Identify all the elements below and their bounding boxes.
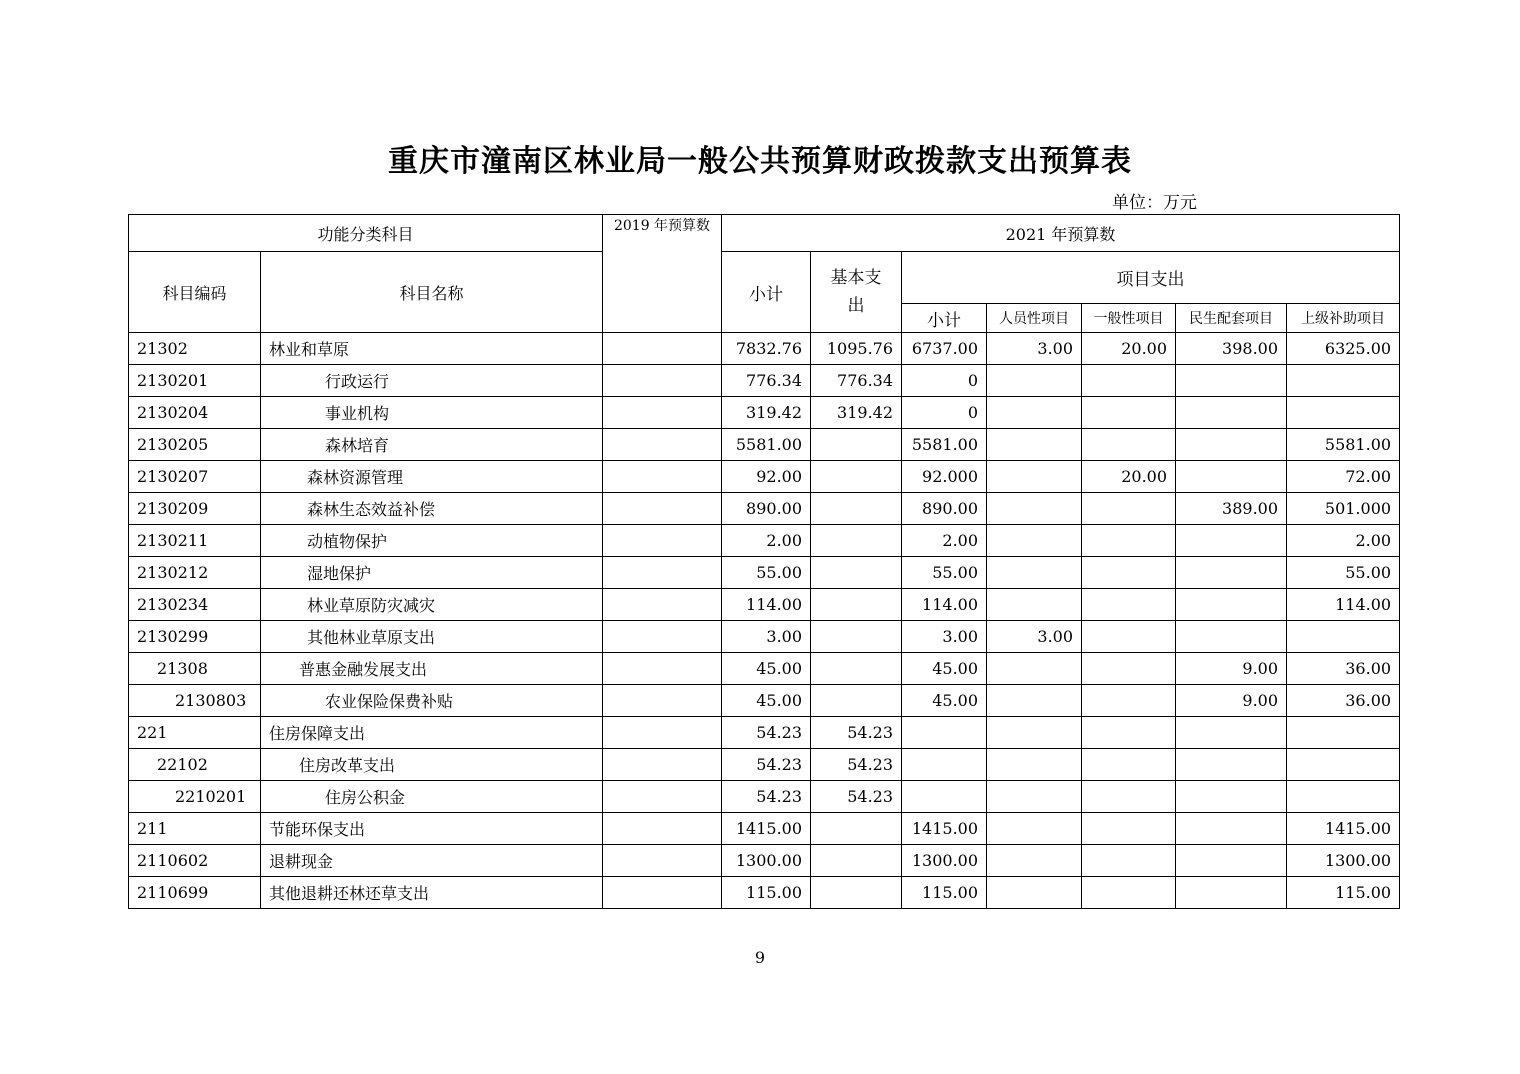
cell-name: 住房改革支出: [261, 749, 603, 781]
cell-proj: 1300.00: [902, 845, 987, 877]
cell-name: 住房公积金: [261, 781, 603, 813]
cell-name: 退耕现金: [261, 845, 603, 877]
cell-2019: [603, 781, 722, 813]
cell-subtotal: 7832.76: [722, 333, 811, 365]
cell-2019: [603, 333, 722, 365]
cell-personnel: [987, 429, 1082, 461]
cell-livelihood: [1176, 429, 1287, 461]
cell-livelihood: [1176, 461, 1287, 493]
cell-basic: [811, 525, 902, 557]
cell-general: [1082, 493, 1176, 525]
cell-superior: [1287, 397, 1400, 429]
cell-subtotal: 115.00: [722, 877, 811, 909]
cell-general: [1082, 589, 1176, 621]
cell-personnel: [987, 685, 1082, 717]
cell-personnel: [987, 557, 1082, 589]
cell-proj: 55.00: [902, 557, 987, 589]
table-row: [129, 845, 1400, 877]
table-row: [129, 621, 1400, 653]
cell-subtotal: 55.00: [722, 557, 811, 589]
header-general: 一般性项目: [1082, 304, 1176, 333]
cell-subtotal: 54.23: [722, 717, 811, 749]
table-row: [129, 685, 1400, 717]
cell-2019: [603, 493, 722, 525]
cell-2019: [603, 429, 722, 461]
cell-subtotal: 890.00: [722, 493, 811, 525]
cell-proj: [902, 717, 987, 749]
cell-personnel: 3.00: [987, 333, 1082, 365]
cell-general: [1082, 749, 1176, 781]
cell-name: 森林生态效益补偿: [261, 493, 603, 525]
cell-code: 21302: [129, 333, 261, 365]
cell-subtotal: 1300.00: [722, 845, 811, 877]
cell-personnel: [987, 397, 1082, 429]
cell-subtotal: 5581.00: [722, 429, 811, 461]
budget-table: [128, 214, 1400, 909]
cell-subtotal: 1415.00: [722, 813, 811, 845]
table-row: [129, 493, 1400, 525]
cell-personnel: [987, 877, 1082, 909]
cell-subtotal: 92.00: [722, 461, 811, 493]
header-budget-2019: 2019 年预算数: [603, 215, 722, 333]
cell-superior: 2.00: [1287, 525, 1400, 557]
cell-livelihood: [1176, 845, 1287, 877]
cell-name: 其他退耕还林还草支出: [261, 877, 603, 909]
cell-superior: 115.00: [1287, 877, 1400, 909]
table-row: [129, 557, 1400, 589]
cell-general: [1082, 429, 1176, 461]
table-row: [129, 365, 1400, 397]
cell-superior: [1287, 749, 1400, 781]
cell-proj: 890.00: [902, 493, 987, 525]
header-func-class: 功能分类科目: [129, 215, 603, 252]
cell-general: [1082, 717, 1176, 749]
cell-proj: [902, 781, 987, 813]
cell-basic: [811, 877, 902, 909]
table-row: [129, 333, 1400, 365]
cell-name: 节能环保支出: [261, 813, 603, 845]
cell-general: [1082, 877, 1176, 909]
table-row: [129, 781, 1400, 813]
cell-2019: [603, 397, 722, 429]
cell-subtotal: 45.00: [722, 653, 811, 685]
cell-code: 2130204: [129, 397, 261, 429]
cell-superior: 1300.00: [1287, 845, 1400, 877]
header-name: 科目名称: [261, 252, 603, 333]
unit-label: 单位：万元: [1112, 193, 1197, 213]
cell-basic: [811, 621, 902, 653]
cell-proj: 92.000: [902, 461, 987, 493]
cell-subtotal: 54.23: [722, 781, 811, 813]
cell-personnel: [987, 493, 1082, 525]
cell-basic: [811, 685, 902, 717]
cell-code: 2130205: [129, 429, 261, 461]
cell-name: 其他林业草原支出: [261, 621, 603, 653]
cell-code: 22102: [129, 749, 261, 781]
cell-code: 2210201: [129, 781, 261, 813]
cell-general: [1082, 685, 1176, 717]
cell-subtotal: 45.00: [722, 685, 811, 717]
header-code: 科目编码: [129, 252, 261, 333]
cell-subtotal: 776.34: [722, 365, 811, 397]
cell-basic: 54.23: [811, 781, 902, 813]
cell-livelihood: 398.00: [1176, 333, 1287, 365]
cell-code: 2130212: [129, 557, 261, 589]
cell-2019: [603, 365, 722, 397]
cell-basic: 54.23: [811, 717, 902, 749]
cell-superior: 114.00: [1287, 589, 1400, 621]
cell-livelihood: [1176, 525, 1287, 557]
cell-general: [1082, 781, 1176, 813]
cell-personnel: [987, 653, 1082, 685]
cell-subtotal: 3.00: [722, 621, 811, 653]
cell-superior: 36.00: [1287, 653, 1400, 685]
cell-general: 20.00: [1082, 333, 1176, 365]
cell-general: [1082, 397, 1176, 429]
cell-proj: 0: [902, 397, 987, 429]
cell-livelihood: [1176, 877, 1287, 909]
cell-2019: [603, 653, 722, 685]
cell-personnel: [987, 813, 1082, 845]
cell-proj: 5581.00: [902, 429, 987, 461]
cell-general: [1082, 813, 1176, 845]
cell-livelihood: [1176, 557, 1287, 589]
cell-personnel: [987, 589, 1082, 621]
cell-proj: 2.00: [902, 525, 987, 557]
cell-2019: [603, 589, 722, 621]
cell-name: 事业机构: [261, 397, 603, 429]
cell-2019: [603, 813, 722, 845]
budget-table-body: [129, 333, 1400, 909]
table-row: [129, 461, 1400, 493]
cell-name: 林业和草原: [261, 333, 603, 365]
header-proj-subtotal: 小计: [902, 304, 987, 333]
cell-proj: 114.00: [902, 589, 987, 621]
table-row: [129, 653, 1400, 685]
cell-proj: [902, 749, 987, 781]
cell-livelihood: 389.00: [1176, 493, 1287, 525]
cell-basic: [811, 557, 902, 589]
cell-livelihood: [1176, 717, 1287, 749]
cell-superior: [1287, 781, 1400, 813]
cell-subtotal: 114.00: [722, 589, 811, 621]
cell-proj: 1415.00: [902, 813, 987, 845]
cell-superior: 72.00: [1287, 461, 1400, 493]
cell-basic: [811, 493, 902, 525]
cell-general: [1082, 653, 1176, 685]
cell-general: [1082, 845, 1176, 877]
cell-subtotal: 2.00: [722, 525, 811, 557]
cell-subtotal: 54.23: [722, 749, 811, 781]
cell-code: 2130207: [129, 461, 261, 493]
header-superior: 上级补助项目: [1287, 304, 1400, 333]
cell-personnel: [987, 525, 1082, 557]
cell-personnel: [987, 749, 1082, 781]
cell-personnel: [987, 717, 1082, 749]
cell-livelihood: [1176, 365, 1287, 397]
cell-proj: 45.00: [902, 653, 987, 685]
cell-basic: [811, 653, 902, 685]
cell-personnel: [987, 781, 1082, 813]
cell-subtotal: 319.42: [722, 397, 811, 429]
cell-superior: 501.000: [1287, 493, 1400, 525]
cell-code: 2130211: [129, 525, 261, 557]
cell-name: 农业保险保费补贴: [261, 685, 603, 717]
cell-livelihood: 9.00: [1176, 653, 1287, 685]
cell-code: 211: [129, 813, 261, 845]
table-row: [129, 589, 1400, 621]
cell-personnel: 3.00: [987, 621, 1082, 653]
cell-name: 湿地保护: [261, 557, 603, 589]
cell-basic: 1095.76: [811, 333, 902, 365]
cell-code: 2130299: [129, 621, 261, 653]
cell-livelihood: [1176, 397, 1287, 429]
table-row: [129, 429, 1400, 461]
header-subtotal: 小计: [722, 252, 811, 333]
cell-name: 普惠金融发展支出: [261, 653, 603, 685]
cell-general: [1082, 621, 1176, 653]
cell-name: 林业草原防灾减灾: [261, 589, 603, 621]
cell-general: [1082, 525, 1176, 557]
cell-personnel: [987, 365, 1082, 397]
cell-superior: 55.00: [1287, 557, 1400, 589]
cell-name: 动植物保护: [261, 525, 603, 557]
cell-basic: [811, 429, 902, 461]
cell-code: 2130201: [129, 365, 261, 397]
table-row: [129, 877, 1400, 909]
cell-livelihood: [1176, 749, 1287, 781]
cell-2019: [603, 621, 722, 653]
cell-general: 20.00: [1082, 461, 1176, 493]
header-personnel: 人员性项目: [987, 304, 1082, 333]
header-livelihood: 民生配套项目: [1176, 304, 1287, 333]
table-row: [129, 813, 1400, 845]
cell-proj: 6737.00: [902, 333, 987, 365]
header-budget-2021: 2021 年预算数: [722, 215, 1400, 252]
cell-2019: [603, 749, 722, 781]
cell-code: 221: [129, 717, 261, 749]
header-basic: 基本支出: [811, 252, 902, 333]
cell-2019: [603, 717, 722, 749]
table-row: [129, 749, 1400, 781]
cell-personnel: [987, 461, 1082, 493]
cell-basic: [811, 461, 902, 493]
table-row: [129, 717, 1400, 749]
cell-proj: 3.00: [902, 621, 987, 653]
cell-2019: [603, 557, 722, 589]
cell-livelihood: [1176, 781, 1287, 813]
cell-superior: [1287, 717, 1400, 749]
cell-proj: 0: [902, 365, 987, 397]
cell-code: 21308: [129, 653, 261, 685]
table-row: [129, 397, 1400, 429]
cell-code: 2110699: [129, 877, 261, 909]
cell-general: [1082, 365, 1176, 397]
cell-name: 住房保障支出: [261, 717, 603, 749]
cell-livelihood: [1176, 589, 1287, 621]
cell-superior: 1415.00: [1287, 813, 1400, 845]
cell-2019: [603, 685, 722, 717]
cell-basic: [811, 845, 902, 877]
cell-personnel: [987, 845, 1082, 877]
cell-code: 2130234: [129, 589, 261, 621]
cell-superior: 5581.00: [1287, 429, 1400, 461]
cell-superior: [1287, 621, 1400, 653]
cell-basic: [811, 589, 902, 621]
cell-2019: [603, 845, 722, 877]
cell-livelihood: [1176, 813, 1287, 845]
cell-basic: [811, 813, 902, 845]
header-project: 项目支出: [902, 252, 1400, 304]
cell-name: 森林培育: [261, 429, 603, 461]
cell-superior: [1287, 365, 1400, 397]
cell-2019: [603, 461, 722, 493]
cell-name: 森林资源管理: [261, 461, 603, 493]
cell-proj: 45.00: [902, 685, 987, 717]
page-number: 9: [754, 948, 766, 967]
cell-code: 2130209: [129, 493, 261, 525]
cell-name: 行政运行: [261, 365, 603, 397]
cell-basic: 319.42: [811, 397, 902, 429]
cell-code: 2110602: [129, 845, 261, 877]
page-title: 重庆市潼南区林业局一般公共预算财政拨款支出预算表: [388, 144, 1132, 179]
cell-livelihood: [1176, 621, 1287, 653]
cell-general: [1082, 557, 1176, 589]
cell-basic: 54.23: [811, 749, 902, 781]
cell-livelihood: 9.00: [1176, 685, 1287, 717]
cell-basic: 776.34: [811, 365, 902, 397]
cell-code: 2130803: [129, 685, 261, 717]
cell-superior: 36.00: [1287, 685, 1400, 717]
cell-superior: 6325.00: [1287, 333, 1400, 365]
table-row: [129, 525, 1400, 557]
cell-2019: [603, 877, 722, 909]
cell-proj: 115.00: [902, 877, 987, 909]
cell-2019: [603, 525, 722, 557]
